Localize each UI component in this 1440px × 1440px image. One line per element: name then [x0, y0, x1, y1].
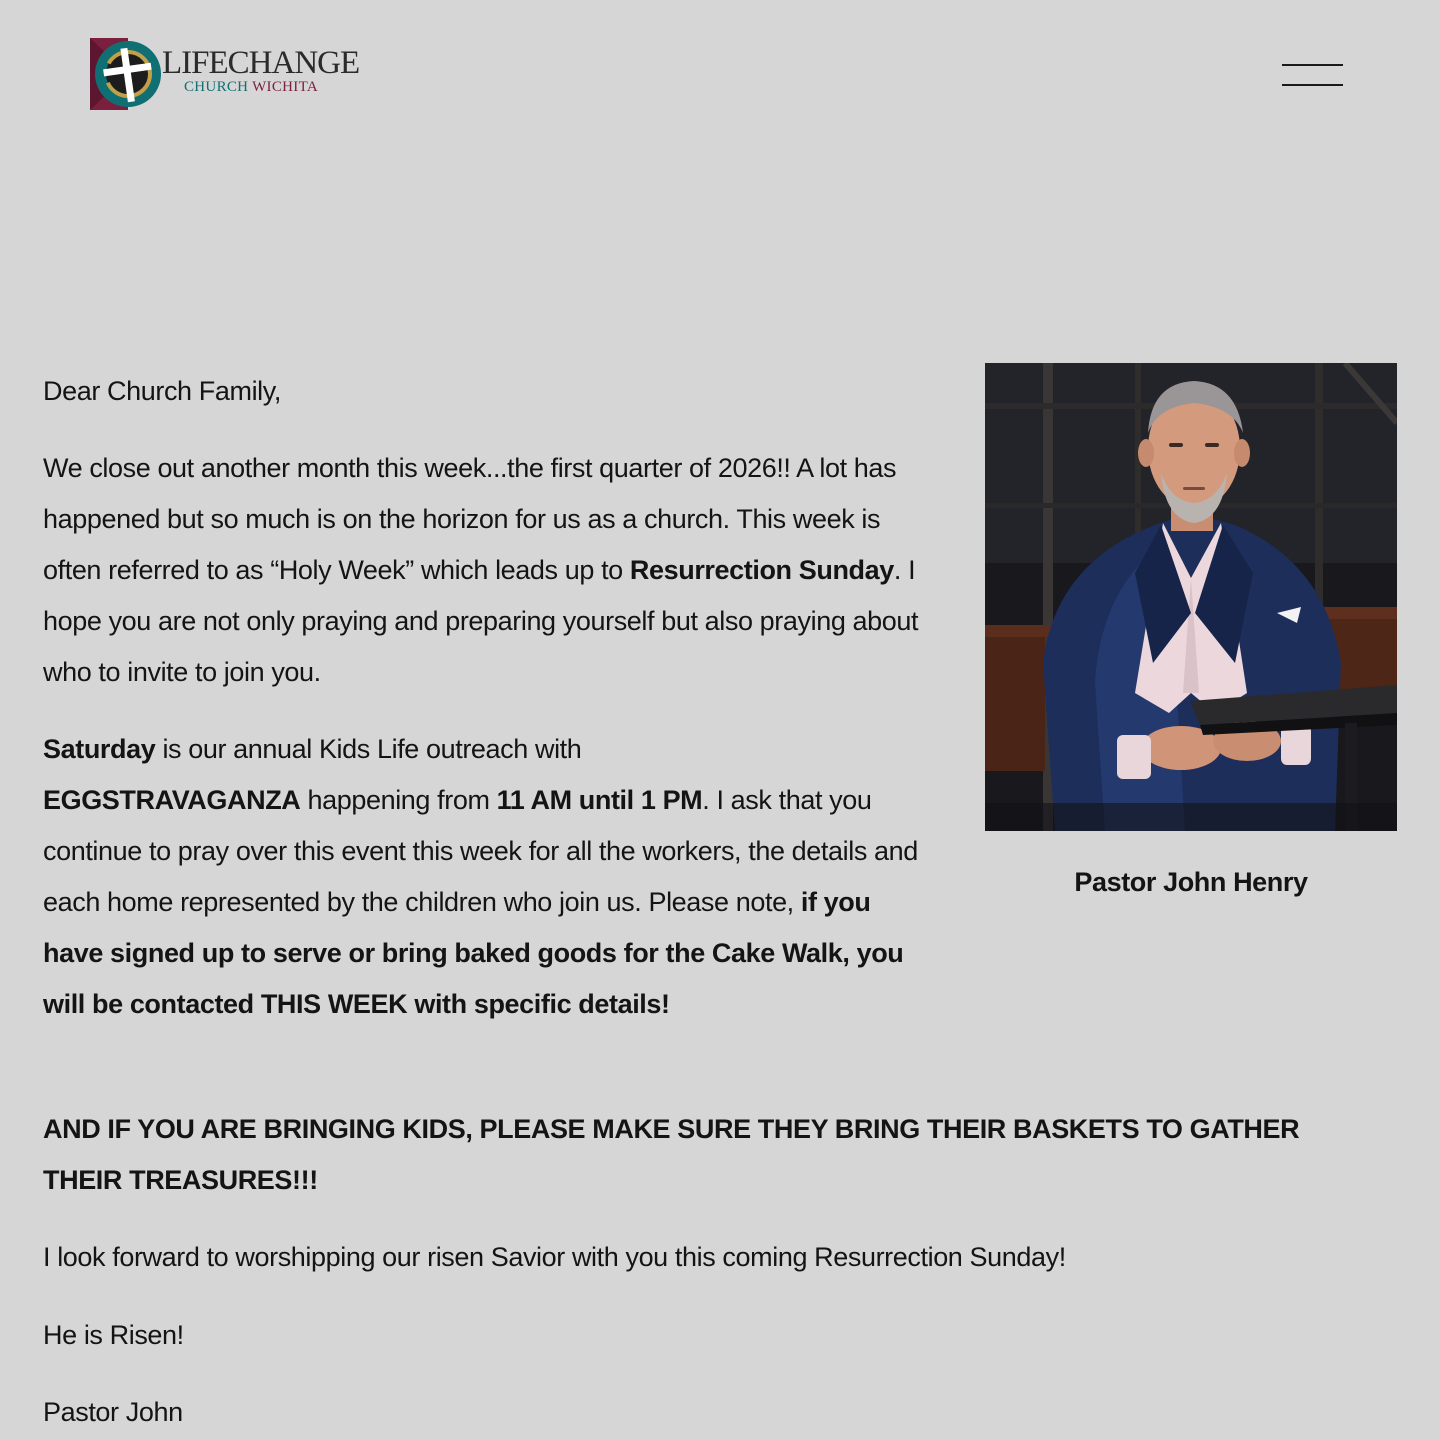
- closing-line-1: [43, 1232, 1373, 1283]
- logo-cross-icon: [88, 36, 164, 112]
- closing-line-2-text: He is Risen!: [43, 1320, 184, 1350]
- signature: [43, 1387, 1373, 1438]
- letter-greeting: Dear Church Family,: [43, 376, 281, 406]
- baskets-announcement: [43, 1104, 1373, 1206]
- baskets-announcement-text: AND IF YOU ARE BRINGING KIDS, PLEASE MAKE SURE THEY BRING THEIR BASKETS TO GATHER THEIR TREASURES!!!: [43, 1114, 1300, 1195]
- letter-body: [43, 366, 928, 1056]
- p2-bold-eggstravaganza: EGGSTRAVAGANZA: [43, 785, 301, 815]
- p2-bold-cake-walk-note: if you have signed up to serve or bring baked goods for the Cake Walk, you will be contacted THIS WEEK with specific details!: [43, 887, 904, 1019]
- hamburger-menu-icon[interactable]: [1276, 58, 1348, 94]
- photo-caption: Pastor John Henry: [1074, 867, 1308, 897]
- p2-text-1: is our annual Kids Life outreach with: [155, 734, 582, 764]
- site-logo[interactable]: [88, 32, 360, 114]
- p1-text-2: . I hope you are not only praying and preparing yourself but also praying about who to invite to join you.: [43, 555, 919, 687]
- logo-sub-city: WICHITA: [252, 79, 318, 95]
- letter-paragraph-1: [43, 443, 928, 698]
- p2-bold-time: 11 AM until 1 PM: [496, 785, 703, 815]
- logo-name: LIFECHANGE: [162, 45, 360, 81]
- p1-text-1: We close out another month this week...the first quarter of 2026!! A lot has happened but so much is on the horizon for us as a church. This week is often referred to as “Holy Week” which leads up to: [43, 453, 897, 585]
- p1-bold-resurrection-sunday: Resurrection Sunday: [629, 555, 894, 585]
- logo-subtitle: [184, 80, 359, 94]
- signature-text: Pastor John: [43, 1397, 183, 1427]
- p2-text-2: happening from: [300, 785, 497, 815]
- menu-line-top: [1282, 64, 1343, 66]
- pastor-portrait-image: [985, 363, 1397, 831]
- p2-bold-saturday: Saturday: [43, 734, 156, 764]
- p2-text-3: . I ask that you continue to pray over this event this week for all the workers, the details and each home represented by the children who join us. Please note,: [43, 785, 918, 917]
- closing-line-2: [43, 1310, 1373, 1361]
- menu-line-bottom: [1282, 84, 1343, 86]
- pastor-photo: [985, 363, 1397, 831]
- logo-sub-church: CHURCH: [184, 79, 249, 95]
- letter-paragraph-2: [43, 724, 928, 1030]
- closing-line-1-text: I look forward to worshipping our risen Savior with you this coming Resurrection Sunday!: [43, 1242, 1066, 1272]
